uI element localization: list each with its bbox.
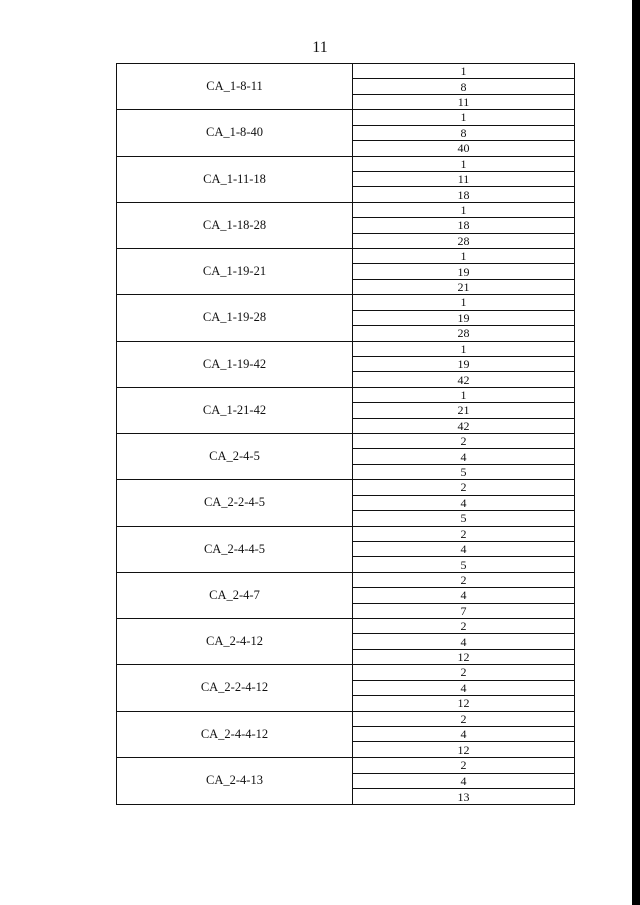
table-row <box>117 665 574 711</box>
band-combination-name: CA_2-4-4-5 <box>117 527 353 572</box>
band-value: 4 <box>353 727 574 742</box>
table-row <box>117 480 574 526</box>
band-combination-name: CA_2-2-4-12 <box>117 665 353 710</box>
band-value: 12 <box>457 742 470 757</box>
band-value: 1 <box>353 249 574 264</box>
table-row <box>117 203 574 249</box>
table-row <box>117 573 574 619</box>
band-value: 1 <box>353 64 574 79</box>
band-list <box>353 157 574 202</box>
band-value: 1 <box>353 110 574 125</box>
band-value: 18 <box>457 187 470 202</box>
band-value: 11 <box>353 172 574 187</box>
band-list <box>353 665 574 710</box>
band-combination-name: CA_2-4-5 <box>117 434 353 479</box>
band-value: 2 <box>353 758 574 774</box>
table-row <box>117 157 574 203</box>
band-combination-name: CA_1-19-42 <box>117 342 353 387</box>
band-value: 40 <box>457 141 470 156</box>
band-value: 4 <box>353 449 574 464</box>
table-row <box>117 342 574 388</box>
band-value: 1 <box>353 157 574 172</box>
band-value: 28 <box>457 326 470 341</box>
band-combination-name: CA_1-11-18 <box>117 157 353 202</box>
band-combination-name: CA_1-21-42 <box>117 388 353 433</box>
band-value: 5 <box>460 465 467 480</box>
band-value: 1 <box>353 203 574 218</box>
band-list <box>353 203 574 248</box>
table-row <box>117 712 574 758</box>
band-value: 11 <box>457 95 470 110</box>
band-value: 2 <box>353 573 574 588</box>
band-value: 21 <box>457 280 470 295</box>
band-value: 13 <box>457 789 470 804</box>
band-value: 4 <box>353 496 574 511</box>
band-combination-name: CA_1-19-21 <box>117 249 353 294</box>
band-combination-name: CA_1-19-28 <box>117 295 353 340</box>
band-combination-name: CA_2-4-13 <box>117 758 353 804</box>
band-value: 42 <box>457 418 470 433</box>
band-combination-name: CA_2-2-4-5 <box>117 480 353 525</box>
band-value: 19 <box>353 264 574 279</box>
band-value: 1 <box>353 295 574 310</box>
table-row <box>117 295 574 341</box>
band-value: 2 <box>353 527 574 542</box>
table-row <box>117 758 574 804</box>
band-value: 5 <box>460 557 467 572</box>
band-value: 4 <box>353 542 574 557</box>
band-combination-name: CA_2-4-12 <box>117 619 353 664</box>
band-value: 5 <box>460 511 467 526</box>
band-value: 4 <box>353 588 574 603</box>
table-row <box>117 527 574 573</box>
band-list <box>353 573 574 618</box>
band-value: 42 <box>457 372 470 387</box>
band-value: 4 <box>353 634 574 649</box>
band-list <box>353 295 574 340</box>
band-list <box>353 712 574 757</box>
table-row <box>117 110 574 156</box>
band-value: 2 <box>353 619 574 634</box>
band-value: 8 <box>353 79 574 94</box>
band-value: 21 <box>353 403 574 418</box>
band-list <box>353 434 574 479</box>
band-value: 1 <box>353 388 574 403</box>
table-row <box>117 388 574 434</box>
page-number: 11 <box>312 39 328 56</box>
band-list <box>353 64 574 109</box>
table-row <box>117 619 574 665</box>
band-value: 18 <box>353 218 574 233</box>
band-combination-table <box>116 63 575 805</box>
band-list <box>353 249 574 294</box>
band-value: 2 <box>353 665 574 680</box>
band-value: 28 <box>457 233 470 248</box>
scan-edge <box>632 0 640 905</box>
band-value: 19 <box>353 311 574 326</box>
band-value: 19 <box>353 357 574 372</box>
band-value: 2 <box>353 712 574 727</box>
band-combination-name: CA_1-8-11 <box>117 64 353 109</box>
band-combination-name: CA_2-4-7 <box>117 573 353 618</box>
band-value: 1 <box>353 342 574 357</box>
band-value: 4 <box>353 774 574 790</box>
band-value: 8 <box>353 126 574 141</box>
band-list <box>353 342 574 387</box>
band-combination-name: CA_1-18-28 <box>117 203 353 248</box>
band-value: 2 <box>353 434 574 449</box>
table-row <box>117 434 574 480</box>
band-list <box>353 527 574 572</box>
band-value: 12 <box>457 696 470 711</box>
band-list <box>353 110 574 155</box>
band-list <box>353 388 574 433</box>
band-value: 12 <box>457 650 470 665</box>
table-row <box>117 249 574 295</box>
band-list <box>353 758 574 804</box>
band-value: 4 <box>353 681 574 696</box>
table-row <box>117 64 574 110</box>
band-list <box>353 619 574 664</box>
band-list <box>353 480 574 525</box>
band-value: 2 <box>353 480 574 495</box>
band-combination-name: CA_1-8-40 <box>117 110 353 155</box>
band-combination-name: CA_2-4-4-12 <box>117 712 353 757</box>
band-value: 7 <box>460 603 467 618</box>
